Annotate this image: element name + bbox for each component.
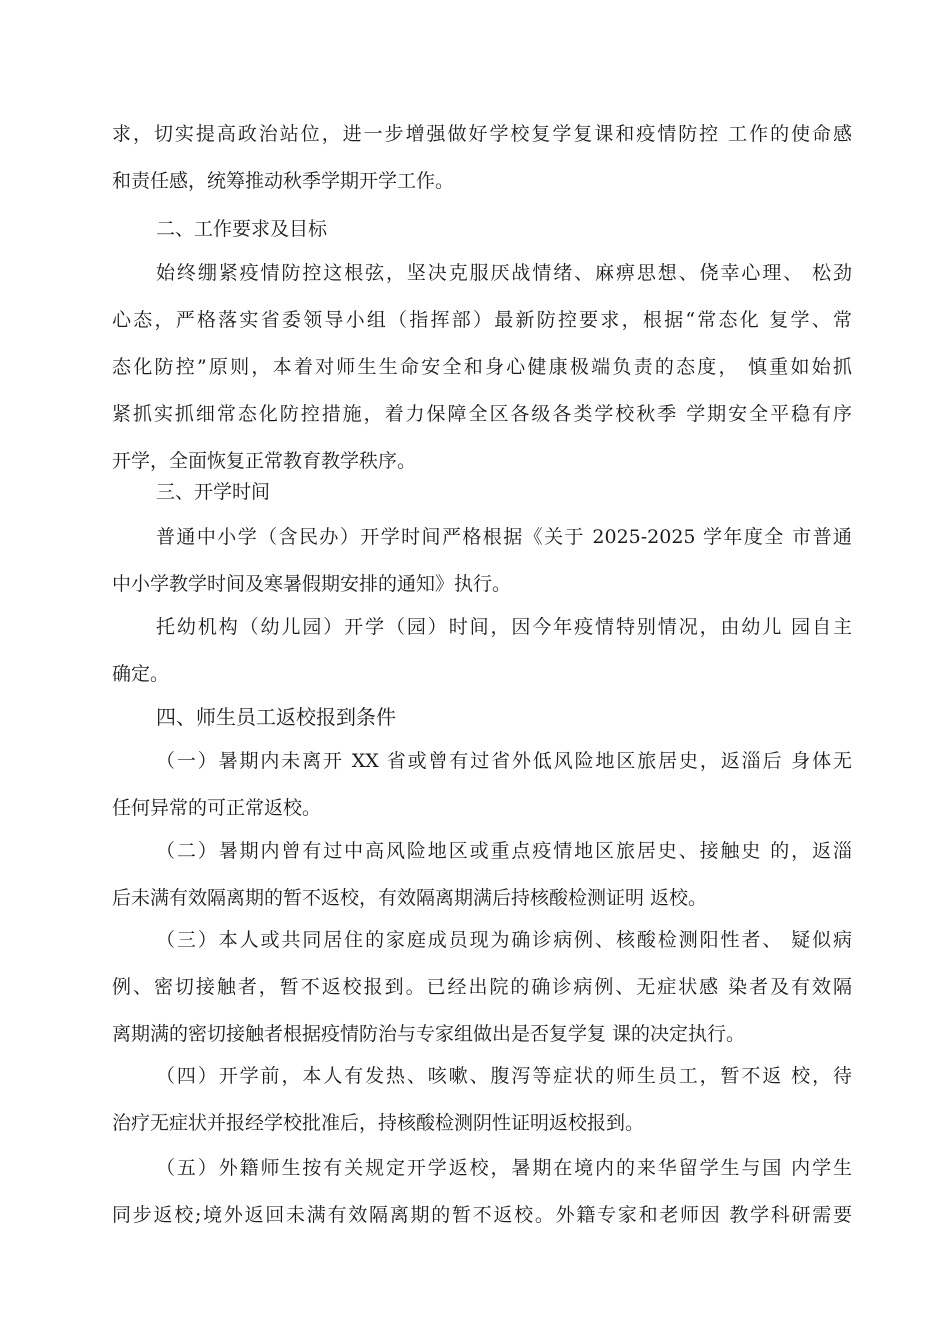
condition-item-5 [112, 1145, 852, 1239]
heading-text: 三、开学时间 [156, 481, 271, 503]
section-heading-return-conditions [112, 694, 852, 741]
text-line: 治疗无症状并报经学校批准后，持核酸检测阴性证明返校报到。 [112, 1112, 645, 1134]
text-line: 确定。 [112, 663, 170, 685]
text-line: 托幼机构（幼儿园）开学（园）时间，因今年疫情特别情况，由幼儿 园自主 [156, 616, 852, 638]
text-line: 和责任感，统筹推动秋季学期开学工作。 [112, 170, 455, 192]
paragraph-requirements-body [112, 250, 852, 485]
text-line: 任何异常的可正常返校。 [112, 797, 322, 819]
heading-text: 二、工作要求及目标 [156, 218, 328, 240]
text-line: （一）暑期内未离开 XX 省或曾有过省外低风险地区旅居史，返淄后 身体无 [156, 750, 852, 772]
condition-item-2 [112, 828, 852, 922]
text-line: （五）外籍师生按有关规定开学返校，暑期在境内的来华留学生与国 内学生 [156, 1157, 852, 1179]
text-line: 例、密切接触者，暂不返校报到。已经出院的确诊病例、无症状感 染者及有效隔 [112, 976, 852, 998]
paragraph-schools-start [112, 514, 852, 608]
text-line: （三）本人或共同居住的家庭成员现为确诊病例、核酸检测阳性者、 疑似病 [156, 929, 852, 951]
text-line: 紧抓实抓细常态化防控措施，着力保障全区各级各类学校秋季 学期安全平稳有序 [112, 403, 852, 425]
condition-item-1 [112, 738, 852, 832]
condition-item-4 [112, 1053, 852, 1147]
heading-text: 四、师生员工返校报到条件 [156, 705, 396, 729]
text-line: 始终绷紧疫情防控这根弦，坚决克服厌战情绪、麻痹思想、侥幸心理、 松劲 [156, 262, 852, 284]
condition-item-3 [112, 917, 852, 1058]
section-heading-requirements [112, 206, 852, 253]
text-line: 普通中小学（含民办）开学时间严格根据《关于 2025-2025 学年度全 市普通 [156, 526, 852, 548]
text-line: 后未满有效隔离期的暂不返校，有效隔离期满后持核酸检测证明 返校。 [112, 887, 708, 909]
text-line: 开学，全面恢复正常教育教学秩序。 [112, 450, 417, 472]
paragraph-intro-continuation [112, 111, 852, 205]
text-line: 离期满的密切接触者根据疫情防治与专家组做出是否复学复 课的决定执行。 [112, 1023, 746, 1045]
paragraph-kindergarten-start [112, 604, 852, 698]
text-line: （四）开学前，本人有发热、咳嗽、腹泻等症状的师生员工，暂不返 校，待 [156, 1065, 852, 1087]
text-line: 求，切实提高政治站位，进一步增强做好学校复学复课和疫情防控 工作的使命感 [112, 123, 852, 145]
text-line: 态化防控”原则，本着对师生生命安全和身心健康极端负责的态度， 慎重如始抓 [112, 356, 852, 378]
text-line: 心态，严格落实省委领导小组（指挥部）最新防控要求，根据“常态化 复学、常 [112, 309, 852, 331]
text-line: 中小学教学时间及寒暑假期安排的通知》执行。 [112, 573, 512, 595]
text-line: （二）暑期内曾有过中高风险地区或重点疫情地区旅居史、接触史 的，返淄 [156, 840, 852, 862]
text-line: 同步返校;境外返回未满有效隔离期的暂不返校。外籍专家和老师因 教学科研需要 [112, 1204, 852, 1226]
section-heading-start-time [112, 469, 852, 516]
